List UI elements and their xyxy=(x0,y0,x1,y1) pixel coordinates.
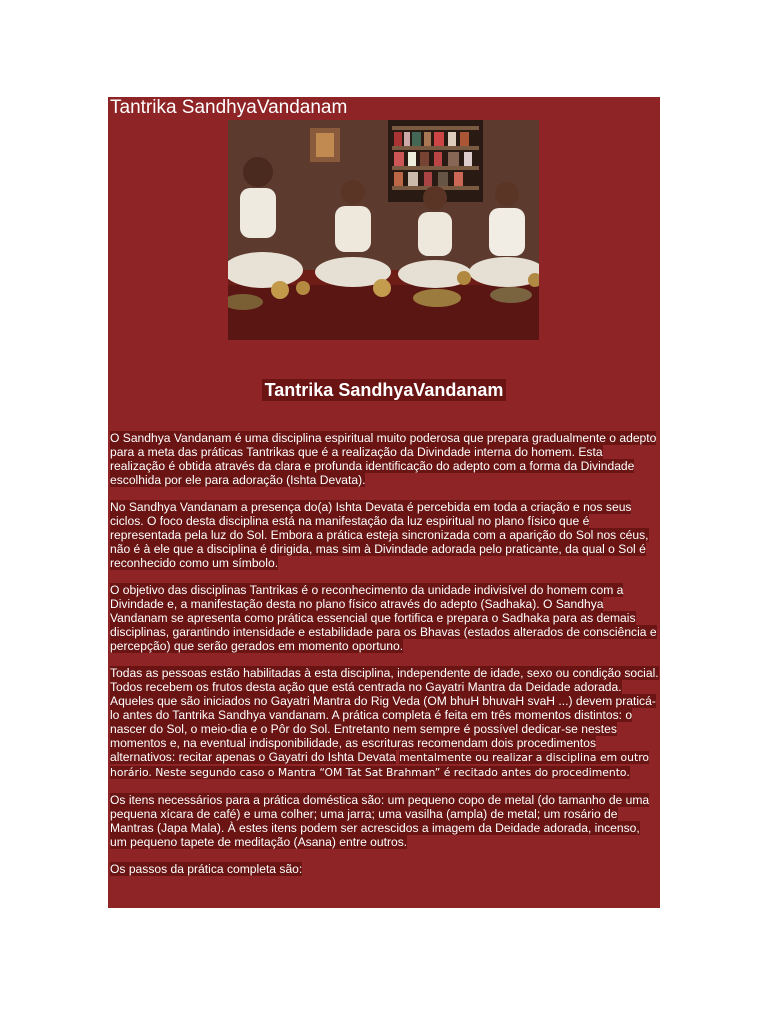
article-heading-text: Tantrika SandhyaVandanam xyxy=(262,379,507,401)
paragraph xyxy=(110,666,659,780)
paragraph xyxy=(110,500,659,570)
paragraph xyxy=(110,431,659,487)
paragraph-text: Os itens necessários para a prática doméstica são: um pequeno copo de metal (do tamanho de uma pequena xícara de café) e uma colher; uma jarra; uma vasilha (ampla) de metal; um rosário de Mantras (Japa Mala). À estes itens podem ser acrescidos a imagem da Deidade adorada, incenso, um pequeno tapete de meditação (Asana) entre outros. xyxy=(110,793,650,849)
paragraph xyxy=(110,583,659,653)
paragraph-text: Os passos da prática completa são: xyxy=(110,862,303,876)
paragraph-text: O Sandhya Vandanam é uma disciplina espiritual muito poderosa que prepara gradualmente o adepto para a meta das práticas Tantrikas que é a realização da Divindade interna do homem. Esta realização é obtida através da clara e profunda identificação do adepto com a forma da Divindade escolhida por ele para adoração (Ishta Devata). xyxy=(110,431,657,487)
photo-four-boys-icon xyxy=(228,120,539,340)
article-body xyxy=(110,431,659,889)
paragraph-text-continued: mentalmente ou realizar a disciplina em outro horário. Neste segundo caso o Mantra “OM Tat Sat Brahman” é recitado antes do procedimento. xyxy=(110,751,650,779)
page-title: Tantrika SandhyaVandanam xyxy=(110,97,348,118)
paragraph xyxy=(110,793,659,849)
paragraph-text: O objetivo das disciplinas Tantrikas é o reconhecimento da unidade indivisível do homem com a Divindade e, a manifestação desta no plano físico através do adepto (Sadhaka). O Sandhya Vandanam se apresenta como prática essencial que fortifica e prepara o Sadhaka para as demais disciplinas, garantindo intensidade e estabilidade para os Bhavas (estados alterados de consciência e percepção) que serão gerados em momento oportuno. xyxy=(110,583,657,653)
article-heading xyxy=(108,380,660,401)
document-page xyxy=(108,97,660,908)
paragraph-text: No Sandhya Vandanam a presença do(a) Ishta Devata é percebida em toda a criação e nos seus ciclos. O foco desta disciplina está na manifestação da luz espiritual no plano físico que é representada pela luz do Sol. Embora a prática esteja sincronizada com a aparição do Sol nos céus, não é à ele que a disciplina é dirigida, mas sim à Divindade adorada pelo praticante, da qual o Sol é reconhecido como um símbolo. xyxy=(110,500,649,570)
paragraph-text: Todas as pessoas estão habilitadas à esta disciplina, independente de idade, sexo ou condição social. Todos recebem os frutos desta ação que está centrada no Gayatri Mantra da Deidade adorada. Aqueles que são iniciados no Gayatri Mantra do Rig Veda (OM bhuH bhuvaH svaH ...) devem praticá-lo antes do Tantrika Sandhya vandanam. A prática completa é feita em três momentos distintos: o nascer do Sol, o meio-dia e o Pôr do Sol. Entretanto nem sempre é possível dedicar-se nestes momentos e, na eventual indisponibilidade, as escrituras recomendam dois procedimentos alternativos: recitar apenas o Gayatri do Ishta Devata xyxy=(110,666,659,764)
paragraph xyxy=(110,862,659,876)
